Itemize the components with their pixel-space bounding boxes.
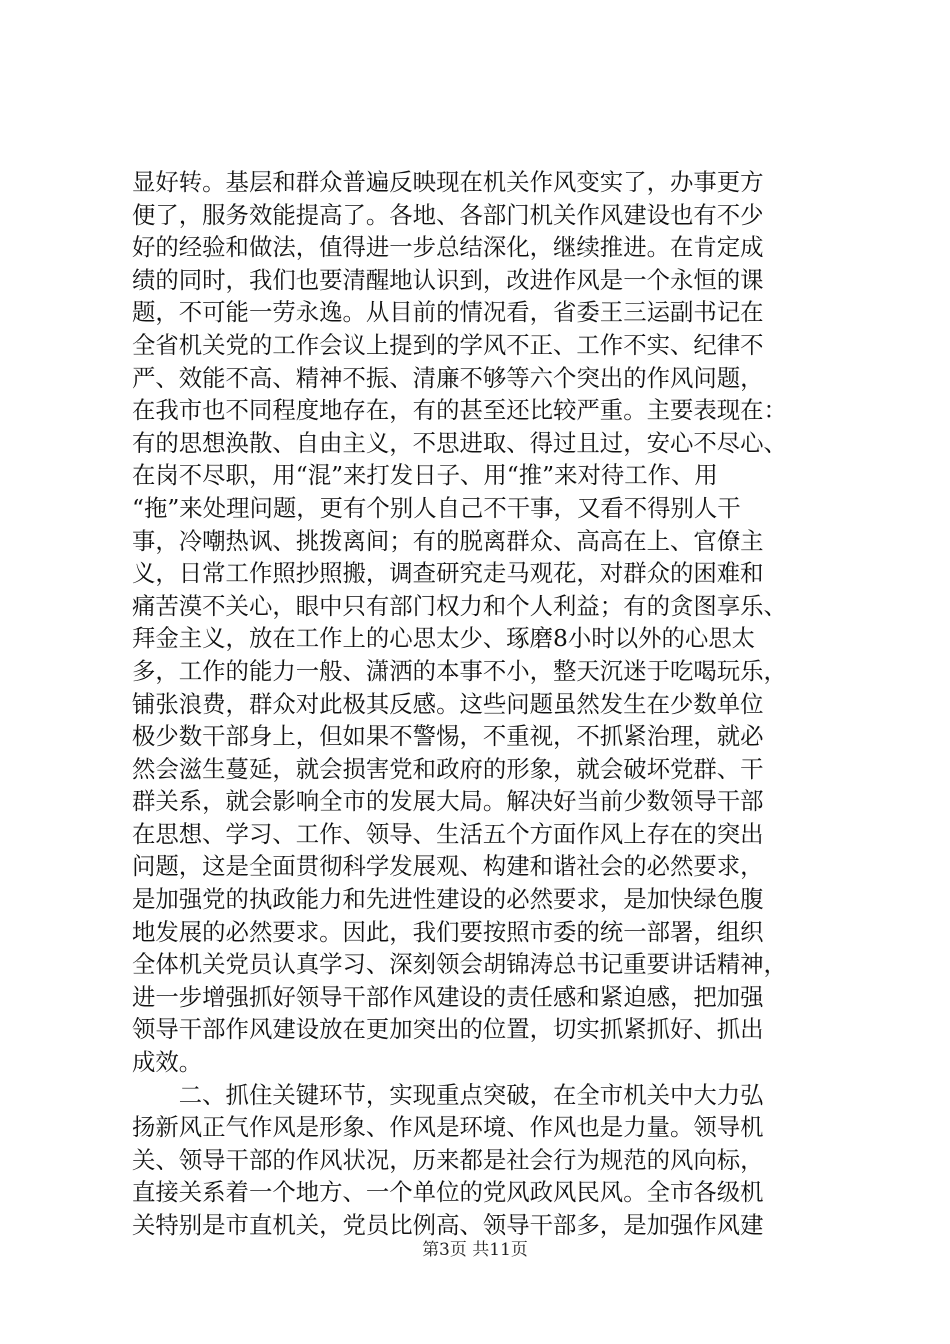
text-line: 在我市也不同程度地存在，有的甚至还比较严重。主要表现在： [132,396,787,425]
text-line: 问题，这是全面贯彻科学发展观、构建和谐社会的必然要求， [132,852,764,881]
text-line: 极少数干部身上，但如果不警惕，不重视，不抓紧治理，就必 [132,722,764,751]
text-line: 显好转。基层和群众普遍反映现在机关作风变实了，办事更方 [132,168,764,196]
body-text [132,166,832,1242]
text-line: 便了，服务效能提高了。各地、各部门机关作风建设也有不少 [132,200,764,229]
text-line: 严、效能不高、精神不振、清廉不够等六个突出的作风问题， [132,363,764,392]
text-line: 关特别是市直机关，党员比例高、领导干部多，是加强作风建 [132,1211,764,1239]
text-line: 二、抓住关键环节，实现重点突破，在全市机关中大力弘 [132,1080,764,1109]
text-line: “拖”来处理问题，更有个别人自己不干事，又看不得别人干 [132,493,741,522]
text-line: 然会滋生蔓延，就会损害党和政府的形象，就会破坏党群、干 [132,754,764,783]
text-line: 在岗不尽职，用“混”来打发日子、用“推”来对待工作、用 [132,461,718,490]
text-line: 直接关系着一个地方、一个单位的党风政风民风。全市各级机 [132,1178,764,1207]
text-line: 铺张浪费，群众对此极其反感。这些问题虽然发生在少数单位 [132,689,764,718]
text-line: 关、领导干部的作风状况，历来都是社会行为规范的风向标， [132,1145,764,1174]
text-line: 在思想、学习、工作、领导、生活五个方面作风上存在的突出 [132,819,764,848]
text-line: 全省机关党的工作会议上提到的学风不正、工作不实、纪律不 [132,330,764,359]
text-line: 成效。 [132,1048,203,1077]
text-line: 全体机关党员认真学习、深刻领会胡锦涛总书记重要讲话精神， [132,950,787,979]
text-line: 题，不可能一劳永逸。从目前的情况看，省委王三运副书记在 [132,298,764,327]
text-line: 多，工作的能力一般、潇洒的本事不小，整天沉迷于吃喝玩乐， [132,656,787,685]
text-line: 事，冷嘲热讽、挑拨离间；有的脱离群众、高高在上、官僚主 [132,526,764,555]
text-line: 有的思想涣散、自由主义，不思进取、得过且过，安心不尽心、 [132,428,787,457]
page-footer: 第3页 共11页 [422,1240,528,1260]
text-line: 扬新风正气作风是形象、作风是环境、作风也是力量。领导机 [132,1113,764,1142]
text-line: 群关系，就会影响全市的发展大局。解决好当前少数领导干部 [132,787,764,816]
text-line: 痛苦漠不关心，眼中只有部门权力和个人利益；有的贪图享乐、 [132,591,787,620]
text-line: 地发展的必然要求。因此，我们要按照市委的统一部署，组织 [132,917,764,946]
text-line: 领导干部作风建设放在更加突出的位置，切实抓紧抓好、抓出 [132,1015,764,1044]
text-line: 好的经验和做法，值得进一步总结深化，继续推进。在肯定成 [132,233,764,262]
text-line: 是加强党的执政能力和先进性建设的必然要求，是加快绿色腹 [132,885,764,914]
text-line: 进一步增强抓好领导干部作风建设的责任感和紧迫感，把加强 [132,982,764,1011]
text-line: 义，日常工作照抄照搬，调查研究走马观花，对群众的困难和 [132,559,764,588]
text-line: 拜金主义，放在工作上的心思太少、琢磨8小时以外的心思太 [132,624,756,653]
text-line: 绩的同时，我们也要清醒地认识到，改进作风是一个永恒的课 [132,265,764,294]
